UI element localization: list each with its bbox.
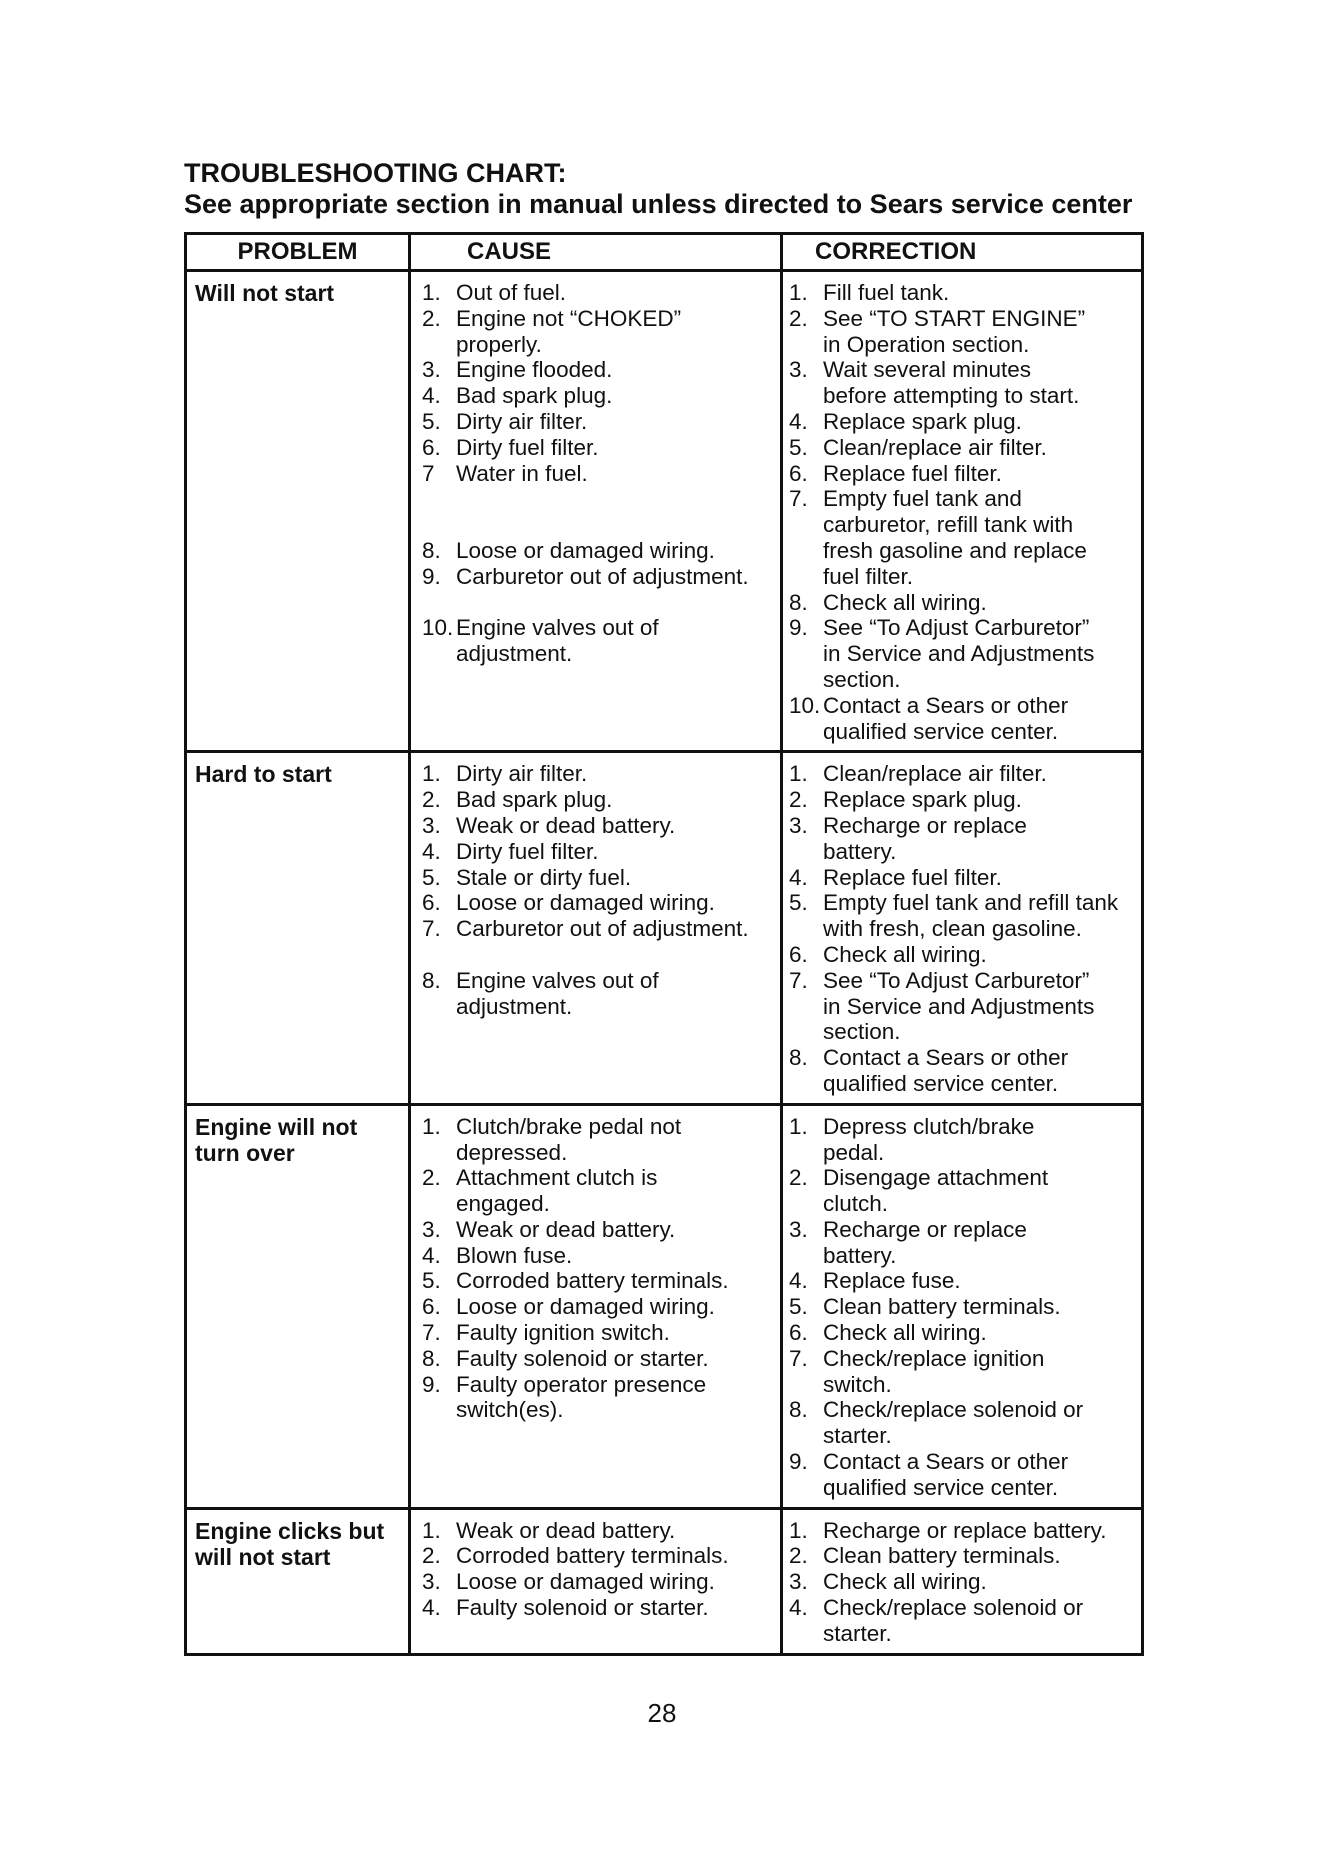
item-text: Replace fuel filter.: [823, 460, 1002, 486]
item-number: 7: [422, 460, 435, 486]
correction-item: [789, 1165, 1139, 1217]
item-number: 3.: [422, 357, 441, 383]
item-number: 1.: [422, 280, 441, 305]
item-number: 5.: [789, 890, 808, 916]
correction-item: [789, 1397, 1139, 1449]
item-number: 9.: [422, 1371, 441, 1397]
cause-item: [422, 1268, 778, 1294]
cause-item: [422, 409, 778, 435]
correction-cell: [783, 272, 1141, 750]
item-text: Check/replace ignition switch.: [823, 1345, 1045, 1397]
correction-item: [789, 1294, 1139, 1320]
table-row: [187, 750, 1141, 1102]
item-number: 3.: [422, 812, 441, 838]
cause-item: [422, 916, 778, 968]
problem-cell: Engine clicks but will not start: [187, 1510, 411, 1653]
page-number: 28: [647, 1698, 677, 1728]
item-number: 10.: [422, 615, 454, 641]
correction-item: [789, 409, 1139, 435]
correction-cell: [783, 1106, 1141, 1507]
cause-cell: [411, 1510, 783, 1653]
troubleshooting-table: [184, 232, 1144, 1656]
item-text: Replace fuel filter.: [823, 864, 1002, 890]
item-number: 1.: [422, 1517, 441, 1543]
item-text: Depress clutch/brake pedal.: [823, 1113, 1035, 1165]
item-text: Check/replace solenoid or starter.: [823, 1595, 1084, 1646]
correction-item: [789, 942, 1139, 968]
item-number: 10.: [789, 692, 821, 718]
item-number: 8.: [789, 1045, 808, 1071]
item-text: Engine valves out of adjustment.: [456, 615, 659, 667]
correction-item: [789, 1543, 1139, 1569]
correction-item: [789, 1595, 1139, 1647]
item-text: Clean/replace air filter.: [823, 434, 1047, 460]
item-text: Recharge or replace battery.: [823, 812, 1027, 864]
item-text: Out of fuel.: [456, 280, 567, 305]
item-text: Stale or dirty fuel.: [456, 864, 632, 890]
item-number: 9.: [789, 615, 808, 641]
item-text: Contact a Sears or other qualified service center.: [823, 692, 1069, 744]
item-text: Carburetor out of adjustment.: [456, 563, 749, 589]
item-text: Clean battery terminals.: [823, 1543, 1061, 1569]
item-text: Recharge or replace battery.: [823, 1216, 1027, 1268]
item-number: 3.: [789, 357, 808, 383]
correction-item: [789, 1449, 1139, 1501]
item-text: Dirty fuel filter.: [456, 838, 599, 864]
item-number: 1.: [789, 1517, 808, 1543]
table-body: [187, 272, 1141, 1653]
item-number: 2.: [422, 787, 441, 813]
cause-cell: [411, 753, 783, 1102]
item-text: Clutch/brake pedal not depressed.: [456, 1113, 682, 1165]
item-text: See “To Adjust Carburetor” in Service and Adjustments section.: [823, 615, 1095, 692]
item-text: Water in fuel.: [456, 460, 588, 486]
item-number: 3.: [789, 812, 808, 838]
item-number: 4.: [789, 408, 808, 434]
item-text: Weak or dead battery.: [456, 1517, 676, 1543]
item-number: 6.: [789, 460, 808, 486]
item-text: Corroded battery terminals.: [456, 1268, 729, 1294]
item-text: Faulty ignition switch.: [456, 1320, 670, 1346]
item-number: 5.: [789, 434, 808, 460]
item-text: Loose or damaged wiring.: [456, 537, 715, 563]
item-text: Loose or damaged wiring.: [456, 1294, 715, 1320]
item-text: Blown fuse.: [456, 1242, 573, 1268]
correction-item: [789, 813, 1139, 865]
item-text: Disengage attachment clutch.: [823, 1165, 1049, 1217]
item-text: Fill fuel tank.: [823, 280, 950, 305]
item-number: 4.: [789, 1268, 808, 1294]
item-text: Dirty fuel filter.: [456, 434, 599, 460]
correction-item: [789, 693, 1139, 745]
item-number: 7.: [789, 486, 808, 512]
item-number: 5.: [422, 408, 441, 434]
correction-item: [789, 280, 1139, 306]
item-text: Carburetor out of adjustment.: [456, 916, 749, 942]
item-number: 2.: [789, 787, 808, 813]
item-text: Check/replace solenoid or starter.: [823, 1397, 1084, 1449]
item-text: Engine not “CHOKED” properly.: [456, 305, 682, 357]
cause-item: [422, 839, 778, 865]
item-text: Faulty operator presence switch(es).: [456, 1371, 707, 1423]
problem-cell: Hard to start: [187, 753, 411, 1102]
item-number: 2.: [422, 1543, 441, 1569]
cause-item: [422, 538, 778, 564]
item-number: 1.: [422, 1113, 441, 1139]
item-text: Attachment clutch is engaged.: [456, 1165, 658, 1217]
item-number: 4.: [789, 1595, 808, 1621]
cause-item: [422, 1595, 778, 1621]
correction-item: [789, 615, 1139, 692]
cause-item: [422, 615, 778, 667]
item-number: 8.: [422, 537, 441, 563]
item-number: 4.: [422, 838, 441, 864]
item-text: Weak or dead battery.: [456, 812, 676, 838]
item-text: Check all wiring.: [823, 1320, 987, 1346]
item-number: 8.: [789, 589, 808, 615]
cause-item: [422, 761, 778, 787]
item-number: 5.: [789, 1294, 808, 1320]
chart-subtitle: See appropriate section in manual unless directed to Sears service center: [184, 189, 1133, 219]
cause-cell: [411, 1106, 783, 1507]
item-text: Engine flooded.: [456, 357, 613, 383]
item-number: 2.: [422, 1165, 441, 1191]
cause-item: [422, 435, 778, 461]
cause-item: [422, 461, 778, 538]
correction-item: [789, 1518, 1139, 1544]
item-number: 7.: [422, 916, 441, 942]
item-number: 2.: [789, 1543, 808, 1569]
cause-item: [422, 1114, 778, 1166]
item-number: 2.: [422, 305, 441, 331]
item-number: 1.: [422, 761, 441, 787]
cause-item: [422, 1217, 778, 1243]
correction-item: [789, 590, 1139, 616]
item-number: 6.: [422, 1294, 441, 1320]
correction-item: [789, 357, 1139, 409]
item-number: 9.: [789, 1449, 808, 1475]
correction-cell: [783, 753, 1141, 1102]
cause-item: [422, 1543, 778, 1569]
cause-item: [422, 564, 778, 616]
item-number: 8.: [789, 1397, 808, 1423]
cause-item: [422, 968, 778, 1020]
item-number: 8.: [422, 1345, 441, 1371]
item-text: Replace fuse.: [823, 1268, 961, 1294]
correction-item: [789, 486, 1139, 589]
item-number: 1.: [789, 761, 808, 787]
item-text: Replace spark plug.: [823, 408, 1022, 434]
cause-item: [422, 787, 778, 813]
item-number: 9.: [422, 563, 441, 589]
item-text: Loose or damaged wiring.: [456, 1569, 715, 1595]
item-text: Clean battery terminals.: [823, 1294, 1061, 1320]
item-number: 3.: [789, 1569, 808, 1595]
item-number: 6.: [422, 434, 441, 460]
item-text: Bad spark plug.: [456, 383, 613, 409]
chart-title: TROUBLESHOOTING CHART:: [184, 158, 567, 188]
correction-item: [789, 890, 1139, 942]
cause-item: [422, 1243, 778, 1269]
correction-item: [789, 787, 1139, 813]
cause-cell: [411, 272, 783, 750]
header-cause: CAUSE: [411, 235, 783, 269]
item-text: Engine valves out of adjustment.: [456, 967, 659, 1019]
item-number: 2.: [789, 1165, 808, 1191]
problem-cell: Engine will not turn over: [187, 1106, 411, 1507]
item-number: 7.: [789, 1345, 808, 1371]
item-text: Weak or dead battery.: [456, 1216, 676, 1242]
item-text: Check all wiring.: [823, 941, 987, 967]
table-row: [187, 1103, 1141, 1507]
item-number: 2.: [789, 305, 808, 331]
item-number: 4.: [422, 1242, 441, 1268]
item-number: 1.: [789, 1113, 808, 1139]
item-number: 4.: [422, 383, 441, 409]
item-text: Recharge or replace battery.: [823, 1517, 1107, 1543]
cause-item: [422, 357, 778, 383]
item-text: Loose or damaged wiring.: [456, 890, 715, 916]
cause-item: [422, 306, 778, 358]
item-text: Clean/replace air filter.: [823, 761, 1047, 787]
item-text: Corroded battery terminals.: [456, 1543, 729, 1569]
item-number: 6.: [789, 1320, 808, 1346]
item-text: Dirty air filter.: [456, 408, 588, 434]
cause-item: [422, 1518, 778, 1544]
correction-item: [789, 1268, 1139, 1294]
cause-item: [422, 865, 778, 891]
item-text: See “TO START ENGINE” in Operation section.: [823, 305, 1086, 357]
problem-cell: Will not start: [187, 272, 411, 750]
correction-item: [789, 968, 1139, 1045]
item-number: 7.: [422, 1320, 441, 1346]
item-text: Faulty solenoid or starter.: [456, 1595, 709, 1621]
correction-item: [789, 1217, 1139, 1269]
item-text: Check all wiring.: [823, 589, 987, 615]
item-number: 8.: [422, 967, 441, 993]
item-text: See “To Adjust Carburetor” in Service and Adjustments section.: [823, 967, 1095, 1045]
item-number: 3.: [422, 1569, 441, 1595]
item-text: Bad spark plug.: [456, 787, 613, 813]
cause-item: [422, 1372, 778, 1424]
correction-item: [789, 1114, 1139, 1166]
item-text: Wait several minutes before attempting to start.: [823, 357, 1080, 409]
cause-item: [422, 813, 778, 839]
table-row: [187, 1507, 1141, 1653]
item-text: Contact a Sears or other qualified service center.: [823, 1045, 1069, 1096]
cause-item: [422, 1320, 778, 1346]
correction-item: [789, 435, 1139, 461]
item-number: 4.: [789, 864, 808, 890]
correction-cell: [783, 1510, 1141, 1653]
item-number: 5.: [422, 864, 441, 890]
correction-item: [789, 306, 1139, 358]
correction-item: [789, 1346, 1139, 1398]
correction-item: [789, 761, 1139, 787]
cause-item: [422, 1569, 778, 1595]
item-number: 6.: [789, 941, 808, 967]
table-row: [187, 272, 1141, 750]
item-number: 7.: [789, 967, 808, 993]
correction-item: [789, 1569, 1139, 1595]
item-number: 4.: [422, 1595, 441, 1621]
correction-item: [789, 461, 1139, 487]
correction-item: [789, 1045, 1139, 1097]
item-number: 5.: [422, 1268, 441, 1294]
header-correction: CORRECTION: [815, 238, 977, 265]
table-header: [187, 235, 1141, 272]
correction-item: [789, 1320, 1139, 1346]
cause-item: [422, 1165, 778, 1217]
item-text: Empty fuel tank and carburetor, refill tank with fresh gasoline and replace fuel filter.: [823, 486, 1087, 589]
cause-item: [422, 383, 778, 409]
item-number: 1.: [789, 280, 808, 305]
item-number: 3.: [789, 1216, 808, 1242]
item-text: Faulty solenoid or starter.: [456, 1345, 709, 1371]
cause-item: [422, 1346, 778, 1372]
cause-item: [422, 280, 778, 306]
header-problem: PROBLEM: [187, 235, 411, 269]
item-text: Contact a Sears or other qualified service center.: [823, 1449, 1069, 1500]
item-text: Replace spark plug.: [823, 787, 1022, 813]
item-text: Dirty air filter.: [456, 761, 588, 787]
item-text: Check all wiring.: [823, 1569, 987, 1595]
correction-item: [789, 865, 1139, 891]
item-number: 6.: [422, 890, 441, 916]
chart-heading: [184, 158, 1132, 220]
item-number: 3.: [422, 1216, 441, 1242]
cause-item: [422, 890, 778, 916]
item-text: Empty fuel tank and refill tank with fresh, clean gasoline.: [823, 890, 1119, 942]
cause-item: [422, 1294, 778, 1320]
